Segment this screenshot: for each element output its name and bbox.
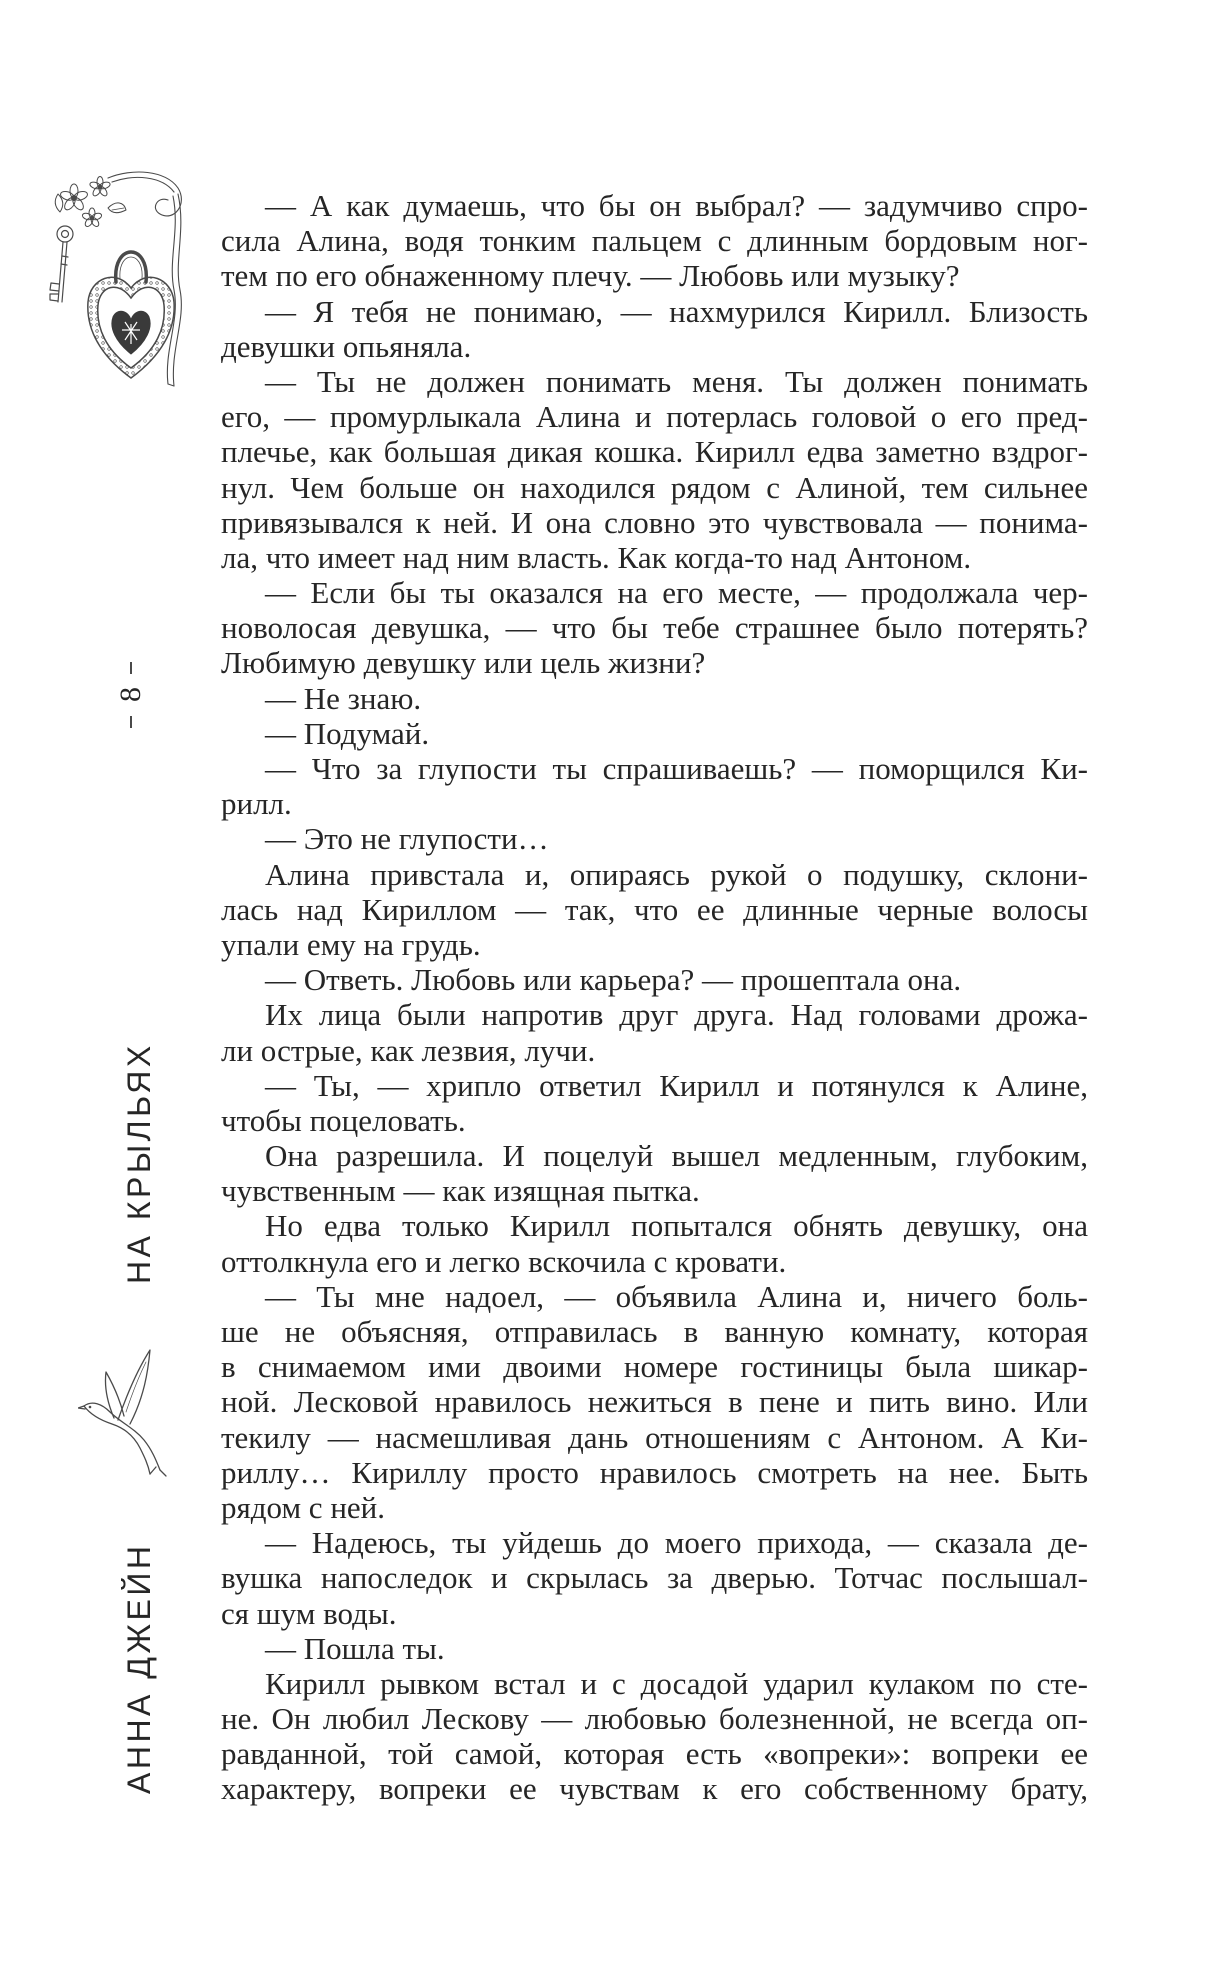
text-line: плечье, как большая дикая кошка. Кирилл едва заметно вздрог-	[221, 434, 1088, 470]
text-line: нул. Чем больше он находился рядом с Алиной, тем сильнее	[221, 469, 1088, 505]
text-line: в снимаемом ими двоими номере гостиницы была шикар-	[221, 1349, 1088, 1385]
text-line: оттолкнула его и легко вскочила с кровати.	[221, 1243, 787, 1279]
running-head-title: НА КРЫЛЬЯХ	[121, 1042, 157, 1284]
text-line: Кирилл рывком встал и с досадой ударил кулаком по сте-	[265, 1665, 1088, 1701]
padlock-heart	[88, 252, 174, 378]
paragraph	[221, 716, 1088, 751]
text-line: Алина привстала и, опираясь рукой о подушку, склони-	[265, 856, 1088, 892]
page-number-rule-bottom	[130, 716, 132, 728]
paragraph	[221, 1138, 1088, 1208]
text-line: текилу — насмешливая дань отношениям с Антоном. А Ки-	[221, 1419, 1088, 1455]
text-line: новолосая девушка, — что бы тебе страшнее было потерять?	[221, 610, 1088, 646]
text-line: упали ему на грудь.	[221, 926, 481, 962]
text-line: — Если бы ты оказался на его месте, — продолжала чер-	[265, 575, 1088, 611]
text-line: риллу… Кириллу просто нравилось смотреть на нее. Быть	[221, 1454, 1088, 1490]
text-line: — Это не глупости…	[265, 821, 549, 857]
text-line: ной. Лесковой нравилось нежиться в пене и пить вино. Или	[221, 1384, 1088, 1420]
paragraph	[221, 364, 1088, 575]
text-line: привязывался к ней. И она словно это чувствовала — понима-	[221, 504, 1088, 540]
text-line: — Ответь. Любовь или карьера? — прошептала она.	[265, 962, 962, 998]
text-line: девушки опьяняла.	[221, 328, 472, 364]
flowers-decoration	[55, 177, 126, 228]
text-line: — Не знаю.	[265, 680, 422, 716]
text-line: Но едва только Кирилл попытался обнять девушку, она	[265, 1208, 1088, 1244]
paragraph	[221, 681, 1088, 716]
paragraph	[221, 997, 1088, 1067]
paragraph	[221, 575, 1088, 681]
paragraph	[221, 751, 1088, 821]
text-line: ли острые, как лезвия, лучи.	[221, 1032, 596, 1068]
text-line: — Подумай.	[265, 715, 430, 751]
body-text	[221, 188, 1088, 1807]
text-line: ше не объясняя, отправилась в ванную комнату, которая	[221, 1314, 1088, 1349]
paragraph	[221, 1068, 1088, 1138]
paragraph	[221, 1279, 1088, 1525]
page-number-marker	[116, 662, 146, 728]
text-line: тем по его обнаженному плечу. — Любовь или музыку?	[221, 258, 960, 294]
text-line: рядом с ней.	[221, 1489, 386, 1525]
running-head-author: АННА ДЖЕЙН	[121, 1542, 157, 1794]
bird-icon	[78, 1342, 173, 1477]
text-line: — Ты, — хрипло ответил Кирилл и потянулся к Алине,	[265, 1067, 1088, 1103]
paragraph	[221, 1666, 1088, 1807]
text-line: чтобы поцеловать.	[221, 1102, 466, 1138]
text-line: характеру, вопреки ее чувствам к его собственному брату,	[221, 1771, 1088, 1807]
text-line: ся шум воды.	[221, 1595, 397, 1631]
text-line: — Надеюсь, ты уйдешь до моего прихода, — сказала де-	[265, 1525, 1088, 1561]
text-line: равданной, той самой, которая есть «вопреки»: вопреки ее	[221, 1736, 1088, 1772]
paragraph	[221, 962, 1088, 997]
text-line: — Пошла ты.	[265, 1630, 445, 1666]
page-number-rule-top	[130, 662, 132, 674]
paragraph	[221, 1208, 1088, 1278]
text-line: рилл.	[221, 786, 292, 822]
text-line: — Ты мне надоел, — объявила Алина и, ничего боль-	[265, 1278, 1088, 1314]
text-line: сила Алина, водя тонким пальцем с длинным бордовым ног-	[221, 223, 1088, 259]
paragraph	[221, 1525, 1088, 1631]
text-line: лась над Кириллом — так, что ее длинные черные волосы	[221, 891, 1088, 927]
text-line: Она разрешила. И поцелуй вышел медленным, глубоким,	[265, 1138, 1088, 1174]
paragraph	[221, 188, 1088, 294]
heart-lock-key-icon	[46, 160, 196, 390]
text-line: — А как думаешь, что бы он выбрал? — задумчиво спро-	[265, 188, 1088, 223]
text-line: вушка напоследок и скрылась за дверью. Тотчас послышал-	[221, 1560, 1088, 1596]
text-line: не. Он любил Лескову — любовью болезненной, не всегда оп-	[221, 1701, 1088, 1737]
text-line: ла, что имеет над ним власть. Как когда-то над Антоном.	[221, 539, 972, 575]
page-number: 8	[114, 687, 147, 703]
paragraph	[221, 821, 1088, 856]
text-line: Их лица были напротив друг друга. Над головами дрожа-	[265, 997, 1088, 1033]
text-line: его, — промурлыкала Алина и потерлась головой о его пред-	[221, 399, 1088, 435]
paragraph	[221, 857, 1088, 963]
text-line: Любимую девушку или цель жизни?	[221, 645, 706, 681]
text-line: — Я тебя не понимаю, — нахмурился Кирилл. Близость	[265, 293, 1088, 329]
text-line: — Ты не должен понимать меня. Ты должен понимать	[265, 363, 1088, 399]
text-line: чувственным — как изящная пытка.	[221, 1173, 700, 1209]
key-icon	[50, 226, 73, 302]
paragraph	[221, 1631, 1088, 1666]
text-line: — Что за глупости ты спрашиваешь? — поморщился Ки-	[265, 751, 1088, 786]
paragraph	[221, 294, 1088, 364]
